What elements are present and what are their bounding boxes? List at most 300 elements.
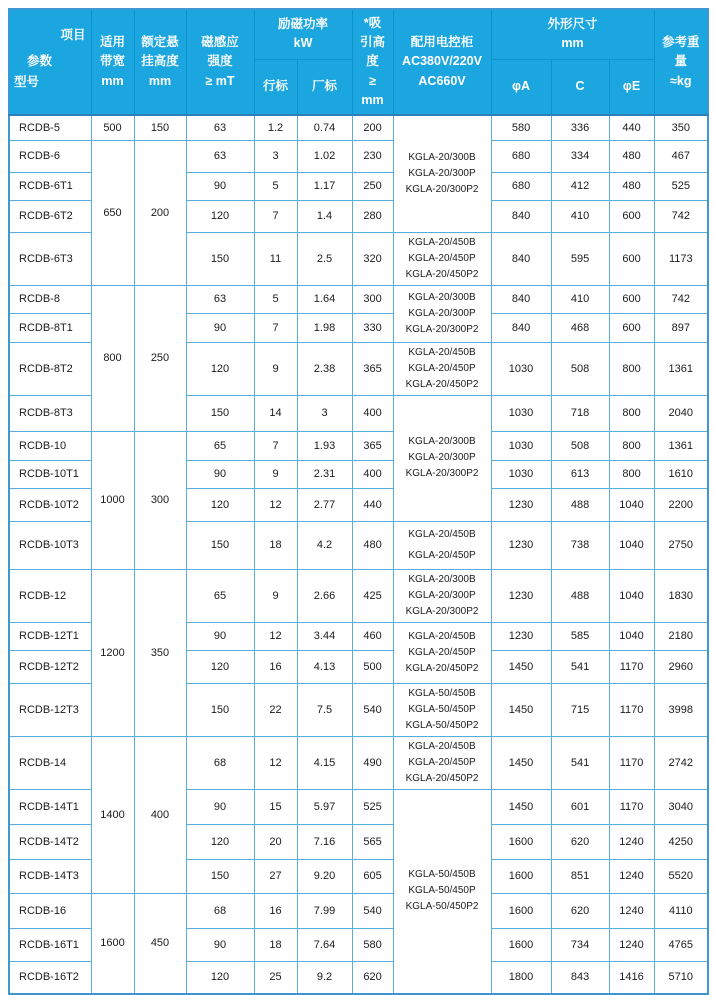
cell-hang-height: 450: [134, 893, 186, 994]
cabinet-model-line: KGLA-20/450P2: [405, 662, 479, 674]
cabinet-voltage1: AC380V/220V: [402, 54, 482, 69]
cell-industry-std: 12: [254, 622, 297, 650]
cabinet-model-line: KGLA-20/450P2: [405, 378, 479, 390]
cell-model: RCDB-6: [9, 140, 91, 172]
weight-line2: 量: [674, 54, 688, 69]
cell-industry-std: 18: [254, 521, 297, 569]
cell-factory-std: 2.77: [297, 488, 352, 521]
cell-industry-std: 7: [254, 313, 297, 342]
cell-suction: 525: [352, 789, 393, 824]
cell-phiE: 600: [609, 232, 654, 285]
cell-weight: 897: [654, 313, 708, 342]
cell-model: RCDB-10T1: [9, 460, 91, 488]
cabinet-model-line: KGLA-50/450B: [408, 687, 476, 699]
cell-cabinet: [393, 232, 491, 285]
cell-suction: 540: [352, 893, 393, 928]
cell-industry-std: 12: [254, 488, 297, 521]
cell-weight: 2200: [654, 488, 708, 521]
table-body: [9, 115, 708, 994]
cabinet-model-line: KGLA-20/450P: [408, 756, 476, 768]
cell-magnetic: 65: [186, 569, 254, 622]
col-header-hang-height: [134, 9, 186, 115]
cell-model: RCDB-12T3: [9, 683, 91, 736]
cell-phiE: 1240: [609, 928, 654, 961]
col-header-phiA: φA: [491, 59, 551, 115]
magnetic-line2: 强度: [207, 54, 233, 69]
cell-C: 541: [551, 736, 609, 789]
cell-model: RCDB-5: [9, 115, 91, 140]
cell-industry-std: 9: [254, 569, 297, 622]
cabinet-model-line: KGLA-20/450P: [408, 550, 476, 561]
cell-industry-std: 7: [254, 200, 297, 232]
cell-phiE: 800: [609, 460, 654, 488]
suction-line3: 度: [366, 54, 379, 69]
col-header-dimensions: [491, 9, 654, 59]
cell-magnetic: 120: [186, 342, 254, 395]
cell-magnetic: 150: [186, 232, 254, 285]
cell-model: RCDB-6T1: [9, 172, 91, 200]
weight-unit: ≈kg: [670, 73, 692, 88]
weight-line1: 参考重: [662, 34, 700, 49]
cell-C: 595: [551, 232, 609, 285]
cell-model: RCDB-8T3: [9, 395, 91, 431]
cell-cabinet: [393, 622, 491, 683]
cabinet-title: 配用电控柜: [410, 34, 474, 49]
cell-industry-std: 7: [254, 431, 297, 460]
cell-phiA: 1450: [491, 736, 551, 789]
cell-magnetic: 150: [186, 683, 254, 736]
cell-cabinet: [393, 342, 491, 395]
cell-factory-std: 2.31: [297, 460, 352, 488]
cell-factory-std: 2.66: [297, 569, 352, 622]
cabinet-voltage2: AC660V: [418, 73, 466, 88]
magnetic-line1: 磁感应: [201, 34, 239, 49]
corner-param-label: 参数: [27, 53, 53, 68]
cell-phiA: 1030: [491, 342, 551, 395]
cell-factory-std: 0.74: [297, 115, 352, 140]
cell-suction: 230: [352, 140, 393, 172]
col-header-bandwidth: [91, 9, 134, 115]
bandwidth-line2: 带宽: [99, 54, 125, 69]
cell-suction: 565: [352, 824, 393, 859]
cell-weight: 1610: [654, 460, 708, 488]
cell-phiE: 800: [609, 395, 654, 431]
cell-weight: 2742: [654, 736, 708, 789]
cell-magnetic: 120: [186, 824, 254, 859]
cell-model: RCDB-10T3: [9, 521, 91, 569]
cell-suction: 400: [352, 460, 393, 488]
cell-C: 488: [551, 488, 609, 521]
cell-phiE: 1040: [609, 488, 654, 521]
corner-labels: [10, 11, 91, 114]
cell-magnetic: 120: [186, 200, 254, 232]
cell-weight: 3998: [654, 683, 708, 736]
cell-bandwidth: 650: [91, 140, 134, 285]
cell-model: RCDB-12T1: [9, 622, 91, 650]
cell-C: 620: [551, 893, 609, 928]
cell-phiA: 1600: [491, 859, 551, 893]
cabinet-model-line: KGLA-50/450P2: [405, 901, 479, 913]
col-header-C: C: [551, 59, 609, 115]
cell-phiE: 1040: [609, 622, 654, 650]
cell-phiA: 680: [491, 172, 551, 200]
cell-suction: 365: [352, 431, 393, 460]
cell-factory-std: 4.15: [297, 736, 352, 789]
bandwidth-line1: 适用: [99, 34, 125, 49]
cabinet-model-line: KGLA-20/300P: [408, 167, 476, 179]
cell-suction: 490: [352, 736, 393, 789]
col-header-weight: [654, 9, 708, 115]
cabinet-model-line: KGLA-20/300B: [408, 573, 476, 585]
table-row: [9, 140, 708, 172]
cell-weight: 1361: [654, 431, 708, 460]
table-row: [9, 893, 708, 928]
cabinet-model-line: KGLA-20/300P2: [405, 183, 479, 195]
cell-phiA: 1230: [491, 622, 551, 650]
cell-magnetic: 63: [186, 285, 254, 313]
cabinet-model-line: KGLA-20/450B: [408, 630, 476, 642]
cell-industry-std: 15: [254, 789, 297, 824]
cell-suction: 580: [352, 928, 393, 961]
cell-factory-std: 1.02: [297, 140, 352, 172]
cell-suction: 440: [352, 488, 393, 521]
spec-table: [8, 8, 709, 995]
cell-phiA: 1230: [491, 521, 551, 569]
bandwidth-unit: mm: [101, 73, 124, 88]
cell-factory-std: 4.2: [297, 521, 352, 569]
cell-industry-std: 9: [254, 460, 297, 488]
cell-phiA: 1230: [491, 569, 551, 622]
cell-bandwidth: 1200: [91, 569, 134, 736]
cell-suction: 500: [352, 650, 393, 683]
cabinet-model-line: KGLA-20/450B: [408, 236, 476, 248]
cell-suction: 280: [352, 200, 393, 232]
cell-hang-height: 350: [134, 569, 186, 736]
cabinet-model-line: KGLA-20/300P2: [405, 323, 479, 335]
dimensions-title: 外形尺寸: [547, 16, 598, 31]
cell-factory-std: 7.16: [297, 824, 352, 859]
cabinet-model-line: KGLA-20/450B: [408, 529, 476, 540]
cell-industry-std: 3: [254, 140, 297, 172]
cell-phiA: 1600: [491, 824, 551, 859]
cell-phiA: 680: [491, 140, 551, 172]
cell-magnetic: 150: [186, 395, 254, 431]
cell-industry-std: 5: [254, 172, 297, 200]
cell-suction: 460: [352, 622, 393, 650]
cell-C: 734: [551, 928, 609, 961]
cell-model: RCDB-12: [9, 569, 91, 622]
cell-magnetic: 63: [186, 115, 254, 140]
hang-height-unit: mm: [148, 73, 172, 88]
col-header-industry-std: 行标: [254, 59, 297, 115]
cell-factory-std: 1.93: [297, 431, 352, 460]
cell-suction: 320: [352, 232, 393, 285]
cell-factory-std: 1.64: [297, 285, 352, 313]
cell-C: 718: [551, 395, 609, 431]
cell-weight: 2040: [654, 395, 708, 431]
cabinet-model-line: KGLA-20/300B: [408, 291, 476, 303]
cell-phiA: 1600: [491, 893, 551, 928]
table-row: [9, 736, 708, 789]
cell-C: 613: [551, 460, 609, 488]
cabinet-model-line: KGLA-20/300P2: [405, 605, 479, 617]
cell-phiA: 1450: [491, 789, 551, 824]
dimensions-unit: mm: [561, 36, 584, 51]
cell-magnetic: 68: [186, 736, 254, 789]
cell-phiE: 440: [609, 115, 654, 140]
cell-cabinet: [393, 521, 491, 569]
cell-bandwidth: 800: [91, 285, 134, 431]
cell-C: 488: [551, 569, 609, 622]
cabinet-model-line: KGLA-20/300P: [408, 589, 476, 601]
cell-cabinet: [393, 683, 491, 736]
cell-magnetic: 90: [186, 172, 254, 200]
cell-model: RCDB-6T3: [9, 232, 91, 285]
corner-header-cell: [9, 9, 91, 115]
magnetic-unit: ≥ mT: [205, 73, 235, 88]
cell-bandwidth: 500: [91, 115, 134, 140]
cell-suction: 425: [352, 569, 393, 622]
cell-phiE: 1170: [609, 789, 654, 824]
cell-C: 412: [551, 172, 609, 200]
cell-C: 410: [551, 285, 609, 313]
cell-C: 334: [551, 140, 609, 172]
cell-phiE: 1040: [609, 521, 654, 569]
cell-C: 508: [551, 342, 609, 395]
cell-suction: 620: [352, 961, 393, 994]
cell-weight: 467: [654, 140, 708, 172]
cabinet-model-line: KGLA-50/450P: [408, 703, 476, 715]
cabinet-model-line: KGLA-20/450P: [408, 646, 476, 658]
cabinet-model-line: KGLA-50/450P2: [405, 719, 479, 731]
cell-industry-std: 1.2: [254, 115, 297, 140]
cell-C: 843: [551, 961, 609, 994]
cell-cabinet: [393, 285, 491, 342]
cell-phiE: 600: [609, 313, 654, 342]
cell-factory-std: 2.38: [297, 342, 352, 395]
cell-model: RCDB-10T2: [9, 488, 91, 521]
suction-line2: 引高: [360, 34, 386, 49]
cell-factory-std: 5.97: [297, 789, 352, 824]
col-header-factory-std: 厂标: [297, 59, 352, 115]
cell-phiE: 480: [609, 172, 654, 200]
cell-factory-std: 1.4: [297, 200, 352, 232]
cell-factory-std: 9.20: [297, 859, 352, 893]
cell-C: 336: [551, 115, 609, 140]
cell-magnetic: 65: [186, 431, 254, 460]
cell-magnetic: 90: [186, 313, 254, 342]
cell-phiE: 600: [609, 200, 654, 232]
cabinet-model-line: KGLA-20/300P: [408, 452, 476, 463]
table-row: [9, 431, 708, 460]
cell-phiE: 1240: [609, 859, 654, 893]
cell-model: RCDB-16: [9, 893, 91, 928]
cell-model: RCDB-14T2: [9, 824, 91, 859]
cell-factory-std: 7.64: [297, 928, 352, 961]
cell-model: RCDB-14T1: [9, 789, 91, 824]
cell-suction: 250: [352, 172, 393, 200]
cell-factory-std: 1.17: [297, 172, 352, 200]
cell-suction: 200: [352, 115, 393, 140]
hang-height-line2: 挂高度: [141, 54, 179, 69]
cell-industry-std: 11: [254, 232, 297, 285]
cell-hang-height: 250: [134, 285, 186, 431]
cell-phiE: 1170: [609, 650, 654, 683]
cell-hang-height: 200: [134, 140, 186, 285]
cell-cabinet: [393, 115, 491, 232]
cell-C: 541: [551, 650, 609, 683]
cell-industry-std: 22: [254, 683, 297, 736]
table-row: [9, 115, 708, 140]
cell-magnetic: 120: [186, 650, 254, 683]
cabinet-model-line: KGLA-20/450P: [408, 252, 476, 264]
cell-weight: 4110: [654, 893, 708, 928]
cell-weight: 4765: [654, 928, 708, 961]
cell-phiA: 840: [491, 232, 551, 285]
cabinet-model-line: KGLA-20/300P2: [405, 468, 479, 479]
cell-model: RCDB-12T2: [9, 650, 91, 683]
cell-industry-std: 18: [254, 928, 297, 961]
cell-C: 851: [551, 859, 609, 893]
cell-magnetic: 90: [186, 622, 254, 650]
cell-industry-std: 9: [254, 342, 297, 395]
cell-phiA: 840: [491, 200, 551, 232]
cell-phiE: 800: [609, 431, 654, 460]
cell-cabinet: [393, 789, 491, 994]
cell-industry-std: 25: [254, 961, 297, 994]
cell-phiA: 1230: [491, 488, 551, 521]
cell-weight: 1361: [654, 342, 708, 395]
cell-suction: 480: [352, 521, 393, 569]
cell-magnetic: 90: [186, 460, 254, 488]
cell-weight: 742: [654, 200, 708, 232]
cell-model: RCDB-6T2: [9, 200, 91, 232]
cell-suction: 330: [352, 313, 393, 342]
cell-industry-std: 5: [254, 285, 297, 313]
cell-model: RCDB-8T1: [9, 313, 91, 342]
cell-magnetic: 68: [186, 893, 254, 928]
cell-hang-height: 400: [134, 736, 186, 893]
cell-weight: 5710: [654, 961, 708, 994]
cell-C: 601: [551, 789, 609, 824]
col-header-cabinet: [393, 9, 491, 115]
cell-factory-std: 2.5: [297, 232, 352, 285]
cell-factory-std: 4.13: [297, 650, 352, 683]
cell-weight: 5520: [654, 859, 708, 893]
cabinet-model-line: KGLA-20/300B: [408, 151, 476, 163]
col-header-power: [254, 9, 352, 59]
cell-magnetic: 90: [186, 928, 254, 961]
cell-factory-std: 9.2: [297, 961, 352, 994]
cell-phiA: 1800: [491, 961, 551, 994]
cell-C: 620: [551, 824, 609, 859]
cell-magnetic: 120: [186, 488, 254, 521]
cell-C: 585: [551, 622, 609, 650]
cell-weight: 2180: [654, 622, 708, 650]
cell-weight: 2960: [654, 650, 708, 683]
cell-C: 508: [551, 431, 609, 460]
cell-hang-height: 150: [134, 115, 186, 140]
cell-suction: 400: [352, 395, 393, 431]
power-title: 励磁功率: [278, 16, 329, 31]
cell-phiA: 1030: [491, 460, 551, 488]
cell-phiA: 1450: [491, 650, 551, 683]
cell-phiE: 1240: [609, 824, 654, 859]
cell-industry-std: 27: [254, 859, 297, 893]
cell-phiA: 580: [491, 115, 551, 140]
cell-phiE: 1416: [609, 961, 654, 994]
cell-phiA: 1030: [491, 431, 551, 460]
suction-line1: *吸: [363, 15, 382, 30]
hang-height-line1: 额定悬: [141, 34, 179, 49]
cell-phiA: 1600: [491, 928, 551, 961]
cell-model: RCDB-14: [9, 736, 91, 789]
cell-C: 410: [551, 200, 609, 232]
cell-weight: 525: [654, 172, 708, 200]
cell-industry-std: 14: [254, 395, 297, 431]
cell-model: RCDB-16T2: [9, 961, 91, 994]
table-row: [9, 285, 708, 313]
col-header-suction: [352, 9, 393, 115]
cell-industry-std: 20: [254, 824, 297, 859]
cell-suction: 540: [352, 683, 393, 736]
cell-weight: 1830: [654, 569, 708, 622]
cell-model: RCDB-10: [9, 431, 91, 460]
cell-factory-std: 7.99: [297, 893, 352, 928]
cell-phiE: 480: [609, 140, 654, 172]
cell-model: RCDB-14T3: [9, 859, 91, 893]
cell-weight: 350: [654, 115, 708, 140]
cabinet-model-line: KGLA-20/450B: [408, 346, 476, 358]
cell-suction: 365: [352, 342, 393, 395]
cell-suction: 605: [352, 859, 393, 893]
cell-model: RCDB-16T1: [9, 928, 91, 961]
cell-weight: 4250: [654, 824, 708, 859]
col-header-phiE: φE: [609, 59, 654, 115]
cell-factory-std: 3: [297, 395, 352, 431]
cell-magnetic: 90: [186, 789, 254, 824]
col-header-magnetic: [186, 9, 254, 115]
cell-model: RCDB-8: [9, 285, 91, 313]
cell-magnetic: 150: [186, 521, 254, 569]
suction-gte-sign: ≥: [369, 73, 376, 88]
cell-phiE: 1040: [609, 569, 654, 622]
cell-hang-height: 300: [134, 431, 186, 569]
cell-cabinet: [393, 736, 491, 789]
cell-bandwidth: 1400: [91, 736, 134, 893]
table-header: [9, 9, 708, 115]
cell-weight: 3040: [654, 789, 708, 824]
cell-phiE: 1170: [609, 683, 654, 736]
cell-phiE: 1240: [609, 893, 654, 928]
cell-factory-std: 7.5: [297, 683, 352, 736]
cell-phiE: 1170: [609, 736, 654, 789]
cell-bandwidth: 1000: [91, 431, 134, 569]
cabinet-model-line: KGLA-20/450P: [408, 362, 476, 374]
corner-item-label: 项目: [60, 27, 86, 42]
cell-weight: 742: [654, 285, 708, 313]
corner-model-label: 型号: [14, 74, 40, 89]
cell-cabinet: [393, 569, 491, 622]
cell-phiE: 800: [609, 342, 654, 395]
cell-factory-std: 1.98: [297, 313, 352, 342]
cell-cabinet: [393, 395, 491, 521]
cell-factory-std: 3.44: [297, 622, 352, 650]
cell-suction: 300: [352, 285, 393, 313]
cell-model: RCDB-8T2: [9, 342, 91, 395]
cell-C: 715: [551, 683, 609, 736]
cabinet-model-line: KGLA-50/450P: [408, 885, 476, 897]
